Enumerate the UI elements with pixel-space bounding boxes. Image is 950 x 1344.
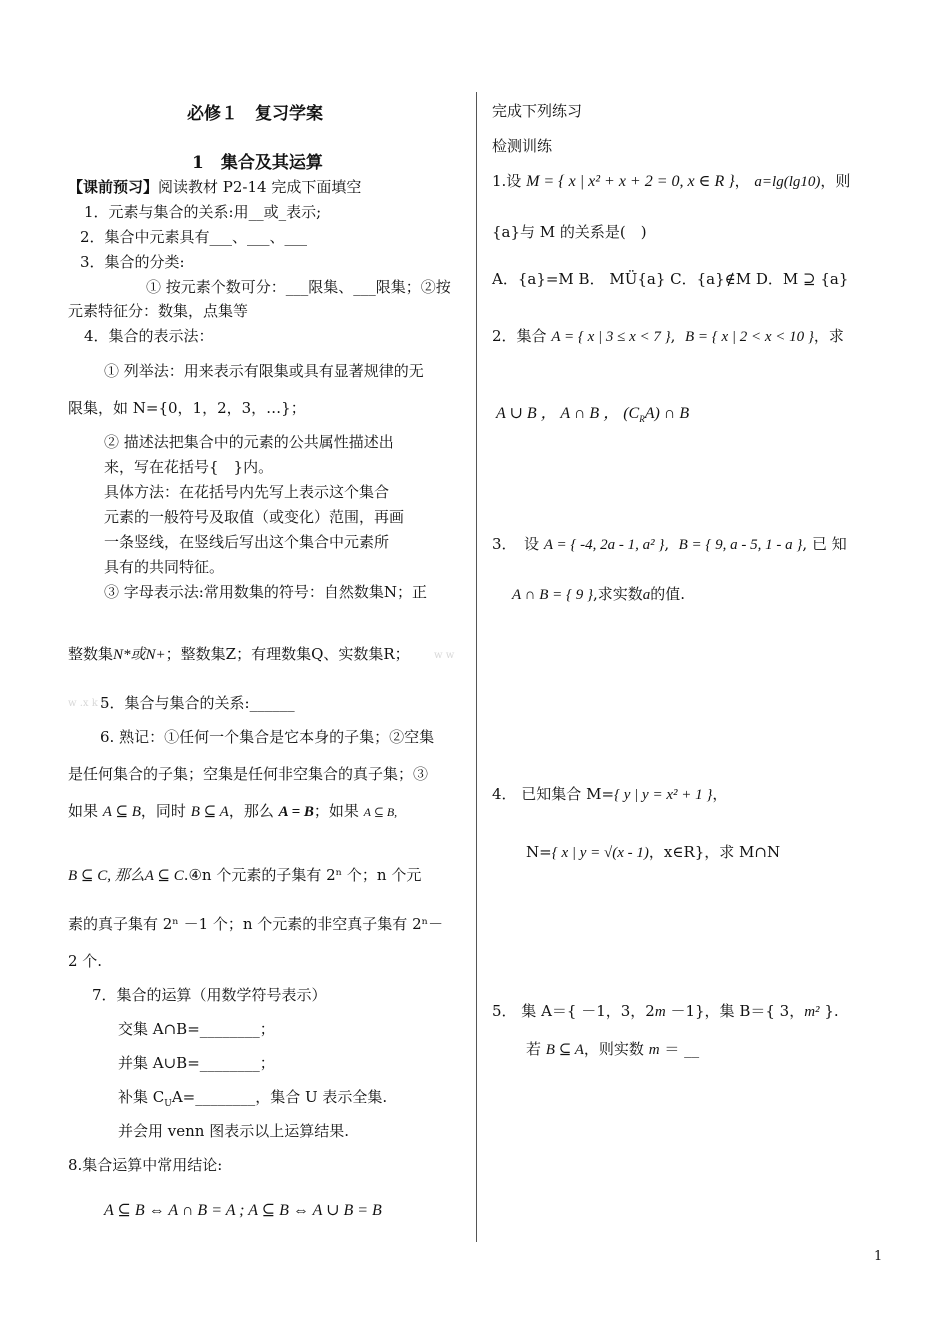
item-4-method-line1: 具体方法：在花括号内先写上表示这个集合	[104, 483, 390, 501]
math-n-star: N*或N+	[113, 647, 166, 663]
item-6-line4	[68, 864, 421, 885]
subscript: R	[639, 414, 645, 425]
item-8: 8.集合运算中常用结论:	[68, 1156, 223, 1174]
text: }.	[819, 1002, 839, 1020]
question-5-line2	[526, 1038, 699, 1059]
text: ；如果	[313, 802, 359, 820]
exercise-heading: 完成下列练习	[492, 102, 583, 120]
math-expr: M = { x | x² + x + 2 = 0, x ∈ R }	[526, 173, 735, 190]
section-title: 1 集合及其运算	[192, 153, 323, 173]
question-2: 2．集合 A = { x | 3 ≤ x < 7 }, B = { x | 2 < x < 10 }，求	[492, 327, 844, 345]
item-4-list-line1: ① 列举法：用来表示有限集或具有显著规律的无	[104, 362, 424, 380]
item-3: 3．集合的分类:	[80, 253, 185, 271]
question-3-line2	[512, 583, 685, 604]
preview-line	[68, 176, 361, 197]
question-4	[492, 783, 727, 804]
math-expr: m	[648, 1042, 660, 1058]
text: 的值.	[650, 585, 686, 603]
question-2-formula	[496, 400, 689, 424]
math-expr: B ⊆ A	[545, 1042, 584, 1058]
page-number: 1	[874, 1249, 883, 1264]
math-expr: { x | y = √(x - 1)	[551, 845, 649, 861]
item-4-letter-line2	[68, 643, 410, 664]
question-5	[492, 1000, 839, 1021]
item-7-complement	[118, 1086, 387, 1109]
text: ＝ __	[664, 1040, 700, 1058]
math-expr: A ∩ B = { 9 }	[512, 587, 594, 603]
text: A=________，集合 U 表示全集.	[171, 1088, 388, 1106]
item-2: 2．集合中元素具有___、___、___	[80, 228, 308, 246]
text: 5． 集 A＝{ －1，3，2	[492, 1002, 655, 1020]
training-heading: 检测训练	[492, 137, 553, 155]
watermark-fragment: w w	[434, 650, 455, 661]
item-6-line5: 素的真子集有 2ⁿ －1 个；n 个元素的非空真子集有 2ⁿ－	[68, 915, 444, 933]
page-title: 必修１ 复习学案	[187, 104, 323, 124]
column-divider	[476, 92, 477, 1242]
text: ，那么	[228, 802, 274, 820]
item-4-method-line3: 一条竖线，在竖线后写出这个集合中元素所	[104, 533, 390, 551]
item-3-line1: ① 按元素个数可分：___限集、___限集；②按	[146, 278, 451, 296]
subscript: U	[164, 1099, 172, 1109]
question-1-options: A．{a}=M B． MÜ{a} C．{a}∉M D．M ⊇ {a}	[492, 270, 849, 288]
math-expr: A = { x | 3 ≤ x < 7 }	[551, 329, 671, 345]
math-expr: B ⊆ A	[190, 804, 229, 820]
math-expr: A ⊆ B,	[363, 805, 398, 819]
item-6-line3	[68, 800, 397, 821]
text: 3． 设	[492, 535, 540, 553]
text: , 已 知	[802, 535, 847, 553]
math-expr: B = { 9, a - 5, 1 - a }	[678, 537, 803, 553]
preview-heading: 【课前预习】	[68, 178, 159, 196]
question-3: 3． 设 A = { -4, 2a - 1, a² }, B = { 9, a - 5, 1 - a }, 已 知	[492, 535, 847, 553]
watermark-fragment: w .x k b	[68, 698, 108, 709]
text: ，	[712, 785, 728, 803]
item-4-method-line4: 具有的共同特征。	[104, 558, 225, 576]
text: N=	[526, 843, 552, 861]
item-8-formula: A ⊆ B ⇔ A ∩ B = A ; A ⊆ B ⇔ A ∪ B = B	[104, 1202, 382, 1219]
item-7-venn: 并会用 venn 图表示以上运算结果.	[118, 1122, 349, 1140]
question-1-relation: {a}与 M 的关系是( )	[492, 223, 647, 241]
text: 1.设	[492, 172, 522, 190]
math-expr: { y | y = x² + 1 }	[614, 787, 713, 803]
text: ；整数集Z；有理数集Q、实数集R；	[165, 645, 410, 663]
text: ，则	[820, 172, 851, 190]
math-expr: A) ∩ B	[644, 405, 690, 422]
text: 补集 C	[118, 1088, 165, 1106]
question-1	[492, 170, 850, 191]
item-6-line1: 6. 熟记：①任何一个集合是它本身的子集；②空集	[100, 728, 435, 746]
text: ，同时	[140, 802, 186, 820]
item-6-line6: 2 个.	[68, 952, 103, 970]
text: 如果	[68, 802, 99, 820]
item-7-union: 并集 A∪B=________；	[118, 1054, 275, 1072]
text: 2．集合	[492, 327, 547, 345]
item-4: 4．集合的表示法：	[84, 327, 214, 345]
item-4-list-line2: 限集，如 N={0，1，2，3，…}；	[68, 399, 306, 417]
math-expr: A ∪ B ， A ∩ B ， (C	[496, 405, 640, 422]
text: 整数集	[68, 645, 114, 663]
math-expr: A = B	[278, 804, 314, 820]
text: ，	[734, 172, 750, 190]
text: ，则实数	[583, 1040, 644, 1058]
math-expr: a	[642, 587, 651, 603]
text: .④n 个元素的子集有 2ⁿ 个；n 个元	[183, 866, 422, 884]
item-1: 1．元素与集合的关系:用__或_表示;	[84, 203, 322, 221]
item-7: 7．集合的运算（用数学符号表示）	[92, 986, 327, 1004]
math-expr: B = { x | 2 < x < 10 }	[684, 329, 814, 345]
math-expr: A = { -4, 2a - 1, a² }	[543, 537, 665, 553]
item-7-intersection: 交集 A∩B=________；	[118, 1020, 275, 1038]
math-expr: m²	[804, 1004, 820, 1020]
math-expr: B ⊆ C, 那么A ⊆ C	[68, 868, 184, 884]
item-4-desc-line1: ② 描述法把集合中的元素的公共属性描述出	[104, 433, 394, 451]
item-6-line2: 是任何集合的子集；空集是任何非空集合的真子集；③	[68, 765, 429, 783]
text: ,求实数	[593, 585, 643, 603]
text: 4． 已知集合 M=	[492, 785, 615, 803]
question-4-line2	[526, 841, 780, 862]
math-expr: m	[654, 1004, 666, 1020]
item-4-desc-line2: 来，写在花括号{ }内。	[104, 458, 274, 476]
item-3-line2: 元素特征分：数集，点集等	[68, 302, 249, 320]
text: ，求	[813, 327, 844, 345]
preview-text: 阅读教材 P2-14 完成下面填空	[158, 178, 362, 196]
item-4-letter-line1: ③ 字母表示法:常用数集的符号：自然数集N；正	[104, 583, 427, 601]
text: 若	[526, 1040, 542, 1058]
text: ，x∈R}，求 M∩N	[648, 843, 781, 861]
item-4-method-line2: 元素的一般符号及取值（或变化）范围，再画	[104, 508, 405, 526]
item-5: 5．集合与集合的关系:______	[100, 694, 295, 712]
math-expr: A ⊆ B	[102, 804, 141, 820]
text: －1}，集 B＝{ 3，	[665, 1002, 805, 1020]
math-expr: a=lg(lg10)	[754, 174, 821, 190]
